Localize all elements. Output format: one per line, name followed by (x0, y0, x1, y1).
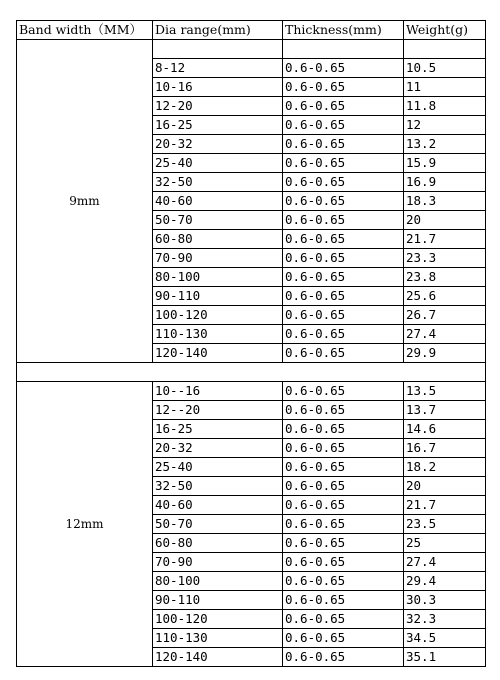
weight-cell: 27.4 (404, 553, 486, 572)
thickness-cell: 0.6-0.65 (283, 306, 404, 325)
dia-range-cell: 50-70 (153, 211, 283, 230)
thickness-cell: 0.6-0.65 (283, 192, 404, 211)
thickness-cell: 0.6-0.65 (283, 496, 404, 515)
dia-range-cell: 25-40 (153, 458, 283, 477)
header-weight: Weight(g) (404, 21, 486, 40)
dia-range-cell: 120-140 (153, 648, 283, 667)
weight-cell: 11.8 (404, 97, 486, 116)
thickness-cell: 0.6-0.65 (283, 268, 404, 287)
weight-cell: 27.4 (404, 325, 486, 344)
dia-range-cell: 100-120 (153, 306, 283, 325)
dia-range-cell: 8-12 (153, 59, 283, 78)
dia-range-cell: 12--20 (153, 401, 283, 420)
empty-cell (404, 40, 486, 59)
weight-cell: 18.3 (404, 192, 486, 211)
thickness-cell: 0.6-0.65 (283, 401, 404, 420)
dia-range-cell: 60-80 (153, 230, 283, 249)
empty-cell (153, 40, 283, 59)
empty-cell (283, 40, 404, 59)
thickness-cell: 0.6-0.65 (283, 325, 404, 344)
thickness-cell: 0.6-0.65 (283, 230, 404, 249)
dia-range-cell: 120-140 (153, 344, 283, 363)
weight-cell: 11 (404, 78, 486, 97)
dia-range-cell: 70-90 (153, 249, 283, 268)
dia-range-cell: 110-130 (153, 629, 283, 648)
weight-cell: 23.5 (404, 515, 486, 534)
weight-cell: 20 (404, 211, 486, 230)
dia-range-cell: 32-50 (153, 477, 283, 496)
thickness-cell: 0.6-0.65 (283, 59, 404, 78)
dia-range-cell: 20-32 (153, 439, 283, 458)
weight-cell: 21.7 (404, 496, 486, 515)
weight-cell: 21.7 (404, 230, 486, 249)
spec-table (16, 20, 486, 667)
dia-range-cell: 16-25 (153, 420, 283, 439)
weight-cell: 10.5 (404, 59, 486, 78)
thickness-cell: 0.6-0.65 (283, 154, 404, 173)
dia-range-cell: 25-40 (153, 154, 283, 173)
thickness-cell: 0.6-0.65 (283, 610, 404, 629)
dia-range-cell: 20-32 (153, 135, 283, 154)
thickness-cell: 0.6-0.65 (283, 458, 404, 477)
thickness-cell: 0.6-0.65 (283, 553, 404, 572)
separator-cell (17, 363, 486, 382)
thickness-cell: 0.6-0.65 (283, 572, 404, 591)
dia-range-cell: 10--16 (153, 382, 283, 401)
thickness-cell: 0.6-0.65 (283, 382, 404, 401)
weight-cell: 18.2 (404, 458, 486, 477)
dia-range-cell: 70-90 (153, 553, 283, 572)
dia-range-cell: 40-60 (153, 192, 283, 211)
band-width-cell: 12mm (17, 382, 153, 667)
thickness-cell: 0.6-0.65 (283, 78, 404, 97)
thickness-cell: 0.6-0.65 (283, 249, 404, 268)
weight-cell: 30.3 (404, 591, 486, 610)
dia-range-cell: 80-100 (153, 268, 283, 287)
dia-range-cell: 16-25 (153, 116, 283, 135)
header-thickness: Thickness(mm) (283, 21, 404, 40)
weight-cell: 16.9 (404, 173, 486, 192)
dia-range-cell: 90-110 (153, 287, 283, 306)
table-row (17, 382, 486, 401)
dia-range-cell: 40-60 (153, 496, 283, 515)
dia-range-cell: 32-50 (153, 173, 283, 192)
dia-range-cell: 110-130 (153, 325, 283, 344)
weight-cell: 35.1 (404, 648, 486, 667)
header-row (17, 21, 486, 40)
thickness-cell: 0.6-0.65 (283, 420, 404, 439)
weight-cell: 13.2 (404, 135, 486, 154)
weight-cell: 12 (404, 116, 486, 135)
dia-range-cell: 12-20 (153, 97, 283, 116)
thickness-cell: 0.6-0.65 (283, 287, 404, 306)
dia-range-cell: 50-70 (153, 515, 283, 534)
weight-cell: 23.8 (404, 268, 486, 287)
weight-cell: 29.9 (404, 344, 486, 363)
thickness-cell: 0.6-0.65 (283, 534, 404, 553)
weight-cell: 14.6 (404, 420, 486, 439)
dia-range-cell: 90-110 (153, 591, 283, 610)
weight-cell: 23.3 (404, 249, 486, 268)
table-row-empty (17, 40, 486, 59)
thickness-cell: 0.6-0.65 (283, 211, 404, 230)
band-width-cell: 9mm (17, 40, 153, 363)
thickness-cell: 0.6-0.65 (283, 116, 404, 135)
group-separator-row (17, 363, 486, 382)
table-header (17, 21, 486, 40)
weight-cell: 20 (404, 477, 486, 496)
header-dia-range: Dia range(mm) (153, 21, 283, 40)
weight-cell: 26.7 (404, 306, 486, 325)
weight-cell: 13.7 (404, 401, 486, 420)
dia-range-cell: 100-120 (153, 610, 283, 629)
thickness-cell: 0.6-0.65 (283, 344, 404, 363)
header-band-width: Band width（MM） (17, 21, 153, 40)
weight-cell: 32.3 (404, 610, 486, 629)
weight-cell: 29.4 (404, 572, 486, 591)
weight-cell: 15.9 (404, 154, 486, 173)
table-body (17, 40, 486, 667)
weight-cell: 13.5 (404, 382, 486, 401)
thickness-cell: 0.6-0.65 (283, 173, 404, 192)
weight-cell: 16.7 (404, 439, 486, 458)
weight-cell: 25 (404, 534, 486, 553)
weight-cell: 34.5 (404, 629, 486, 648)
thickness-cell: 0.6-0.65 (283, 629, 404, 648)
dia-range-cell: 80-100 (153, 572, 283, 591)
thickness-cell: 0.6-0.65 (283, 135, 404, 154)
thickness-cell: 0.6-0.65 (283, 648, 404, 667)
weight-cell: 25.6 (404, 287, 486, 306)
thickness-cell: 0.6-0.65 (283, 97, 404, 116)
thickness-cell: 0.6-0.65 (283, 477, 404, 496)
dia-range-cell: 10-16 (153, 78, 283, 97)
dia-range-cell: 60-80 (153, 534, 283, 553)
thickness-cell: 0.6-0.65 (283, 439, 404, 458)
thickness-cell: 0.6-0.65 (283, 591, 404, 610)
thickness-cell: 0.6-0.65 (283, 515, 404, 534)
